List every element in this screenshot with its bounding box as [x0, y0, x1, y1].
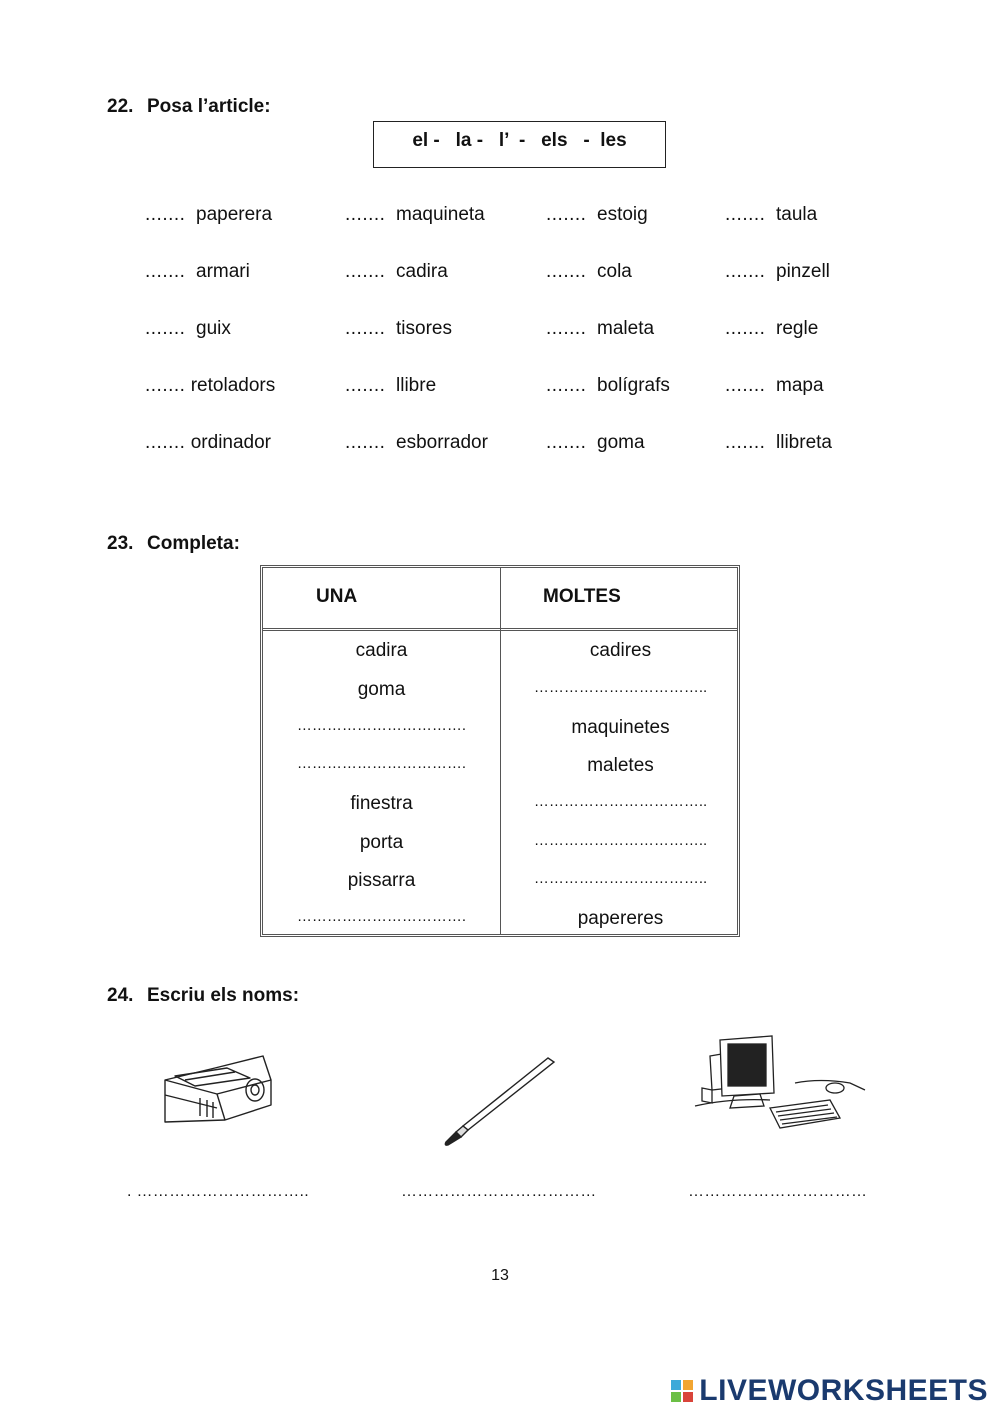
noun-word: goma — [597, 432, 645, 453]
exercise-number: 22. — [107, 96, 134, 117]
table-cell: porta — [359, 832, 404, 853]
table-cell: finestra — [350, 793, 413, 814]
article-item[interactable] — [546, 204, 648, 226]
answer-blank[interactable]: ……………………………. — [296, 908, 467, 925]
article-item[interactable] — [145, 432, 271, 454]
exercise-23-heading — [107, 533, 240, 555]
exercise-title: Completa: — [147, 533, 240, 554]
article-item[interactable] — [145, 318, 231, 340]
article-blank[interactable]: ....... — [345, 318, 386, 339]
article-item[interactable] — [345, 432, 488, 454]
article-item[interactable] — [546, 318, 654, 340]
article-blank[interactable]: ....... — [345, 432, 386, 453]
table-cell: maquinetes — [571, 717, 670, 738]
exercise-22-heading — [107, 96, 271, 118]
article-blank[interactable]: ....... — [725, 261, 766, 282]
noun-word: mapa — [776, 375, 824, 396]
liveworksheets-logo — [671, 1374, 988, 1408]
article-blank[interactable]: ....... — [345, 261, 386, 282]
answer-blank[interactable]: ……………………………. — [296, 717, 467, 734]
article-item[interactable] — [725, 318, 818, 340]
exercise-title: Escriu els noms: — [147, 985, 300, 1006]
article-blank[interactable]: ....... — [546, 375, 587, 396]
noun-word: maquineta — [396, 204, 485, 225]
noun-word: regle — [776, 318, 819, 339]
answer-blank[interactable]: …………………………….. — [533, 870, 708, 887]
table-header-divider — [263, 628, 737, 631]
article-blank[interactable]: ....... — [145, 204, 186, 225]
article-item[interactable] — [145, 261, 250, 283]
noun-word: retoladors — [190, 375, 276, 396]
noun-word: taula — [776, 204, 818, 225]
table-cell: goma — [357, 679, 406, 700]
answer-blank[interactable]: …………………………….. — [533, 832, 708, 849]
article-item[interactable] — [345, 261, 448, 283]
noun-word: maleta — [597, 318, 655, 339]
noun-word: tisores — [396, 318, 452, 339]
article-item[interactable] — [345, 375, 436, 397]
article-blank[interactable]: ....... — [725, 375, 766, 396]
article-item[interactable] — [145, 375, 275, 397]
noun-word: llibreta — [776, 432, 832, 453]
table-cell: cadira — [355, 640, 408, 661]
table-cell: cadires — [589, 640, 652, 661]
article-blank[interactable]: ....... — [725, 318, 766, 339]
article-item[interactable] — [345, 318, 452, 340]
article-item[interactable] — [546, 261, 632, 283]
page-number: 13 — [491, 1267, 509, 1284]
article-item[interactable] — [725, 432, 832, 454]
noun-word: llibre — [396, 375, 437, 396]
table-divider — [500, 568, 501, 934]
table-cell: maletes — [587, 755, 654, 776]
exercise-number: 24. — [107, 985, 134, 1006]
article-blank[interactable]: ....... — [145, 318, 186, 339]
article-blank[interactable]: ....... — [546, 261, 587, 282]
article-blank[interactable]: ....... — [546, 204, 587, 225]
article-item[interactable] — [546, 375, 670, 397]
computer-icon — [690, 1028, 870, 1143]
noun-word: estoig — [597, 204, 648, 225]
answer-line-3[interactable]: …………………………… — [688, 1183, 868, 1200]
noun-word: bolígrafs — [597, 375, 670, 396]
article-blank[interactable]: ....... — [546, 318, 587, 339]
answer-line-1[interactable]: . ………………………….. — [127, 1183, 309, 1200]
paintbrush-icon — [438, 1052, 568, 1152]
answer-line-2[interactable]: ……………………………… — [401, 1183, 597, 1200]
sharpener-icon — [155, 1050, 280, 1130]
article-blank[interactable]: ....... — [345, 375, 386, 396]
article-item[interactable] — [725, 204, 817, 226]
article-blank[interactable]: ....... — [145, 375, 186, 396]
column-header-una: UNA — [316, 586, 358, 607]
article-item[interactable] — [546, 432, 645, 454]
article-blank[interactable]: ....... — [345, 204, 386, 225]
singular-plural-table — [260, 565, 740, 937]
logo-mark-icon — [671, 1380, 693, 1402]
noun-word: cola — [597, 261, 632, 282]
column-header-moltes: MOLTES — [543, 586, 621, 607]
noun-word: guix — [196, 318, 231, 339]
logo-text: LIVEWORKSHEETS — [699, 1374, 988, 1407]
noun-word: ordinador — [190, 432, 272, 453]
article-blank[interactable]: ....... — [725, 204, 766, 225]
exercise-title: Posa l’article: — [147, 96, 271, 117]
noun-word: esborrador — [396, 432, 488, 453]
noun-word: pinzell — [776, 261, 830, 282]
noun-word: paperera — [196, 204, 273, 225]
exercise-number: 23. — [107, 533, 134, 554]
answer-blank[interactable]: ……………………………. — [296, 755, 467, 772]
article-item[interactable] — [145, 204, 272, 226]
exercise-24-heading — [107, 985, 299, 1007]
answer-blank[interactable]: …………………………….. — [533, 679, 708, 696]
article-blank[interactable]: ....... — [145, 261, 186, 282]
article-item[interactable] — [725, 261, 830, 283]
article-item[interactable] — [725, 375, 824, 397]
noun-word: armari — [196, 261, 250, 282]
table-cell: papereres — [577, 908, 664, 929]
article-blank[interactable]: ....... — [725, 432, 766, 453]
noun-word: cadira — [396, 261, 448, 282]
article-item[interactable] — [345, 204, 485, 226]
article-options-box: el - la - l’ - els - les — [373, 121, 666, 168]
article-blank[interactable]: ....... — [546, 432, 587, 453]
answer-blank[interactable]: …………………………….. — [533, 793, 708, 810]
article-blank[interactable]: ....... — [145, 432, 186, 453]
table-cell: pissarra — [347, 870, 416, 891]
